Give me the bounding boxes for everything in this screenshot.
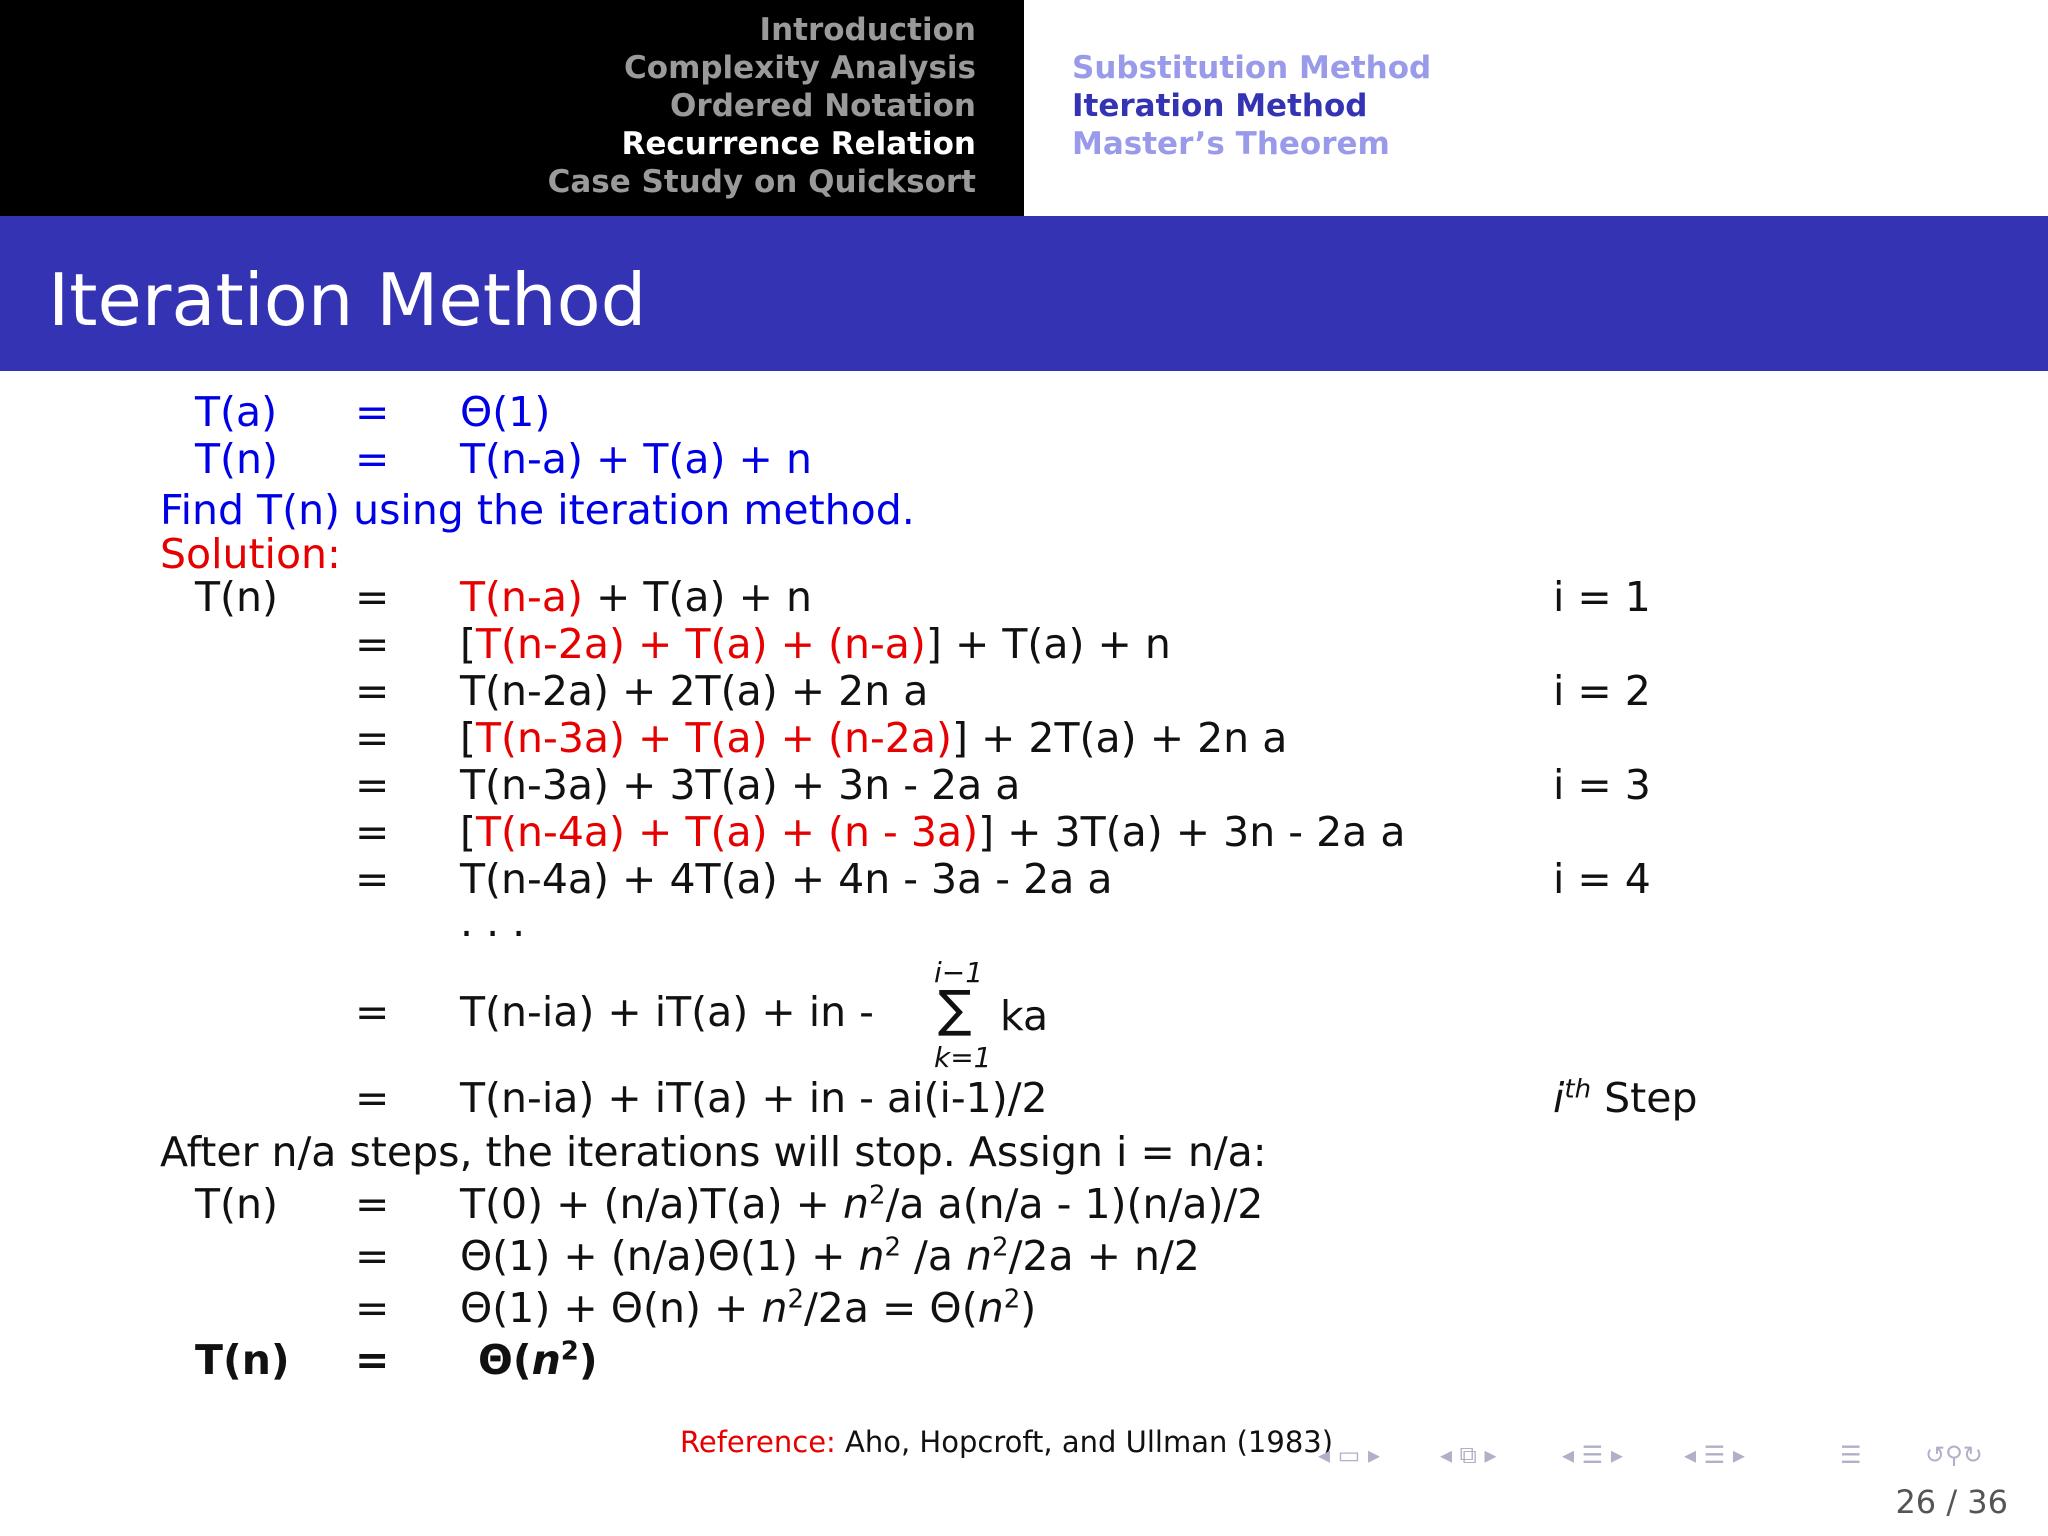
nav-frame-back-icon[interactable]: ◂ ▭ ▸ bbox=[1318, 1441, 1381, 1469]
nav-subsection-substitution[interactable]: Substitution Method bbox=[1072, 50, 1432, 86]
derivation-row-5: T(n-3a) + 3T(a) + 3n - 2a a bbox=[460, 761, 1021, 809]
frame-title-bar bbox=[0, 216, 2048, 371]
derivation-eq-7: = bbox=[355, 855, 390, 903]
nav-appendix-icon[interactable]: ☰ bbox=[1840, 1441, 1862, 1469]
nav-search-icon[interactable]: ↺⚲↻ bbox=[1925, 1441, 1983, 1469]
sum-term: ka bbox=[1000, 992, 1049, 1040]
derivation-lhs: T(n) bbox=[195, 573, 279, 621]
nav-section-recurrence-relation[interactable]: Recurrence Relation bbox=[621, 126, 976, 162]
nav-subsection-iteration[interactable]: Iteration Method bbox=[1072, 88, 1368, 124]
reference bbox=[680, 1425, 1333, 1459]
derivation-ellipsis: . . . bbox=[460, 898, 526, 946]
subsection-nav bbox=[1024, 0, 2048, 216]
sum-lower-limit: k=1 bbox=[934, 1041, 992, 1074]
conclusion-eq-1: = bbox=[355, 1180, 390, 1228]
derivation-eq-9: = bbox=[355, 1074, 390, 1122]
derivation-eq-5: = bbox=[355, 761, 390, 809]
derivation-eq-6: = bbox=[355, 808, 390, 856]
problem-eq-1: = bbox=[355, 388, 390, 436]
derivation-row-2: [T(n-2a) + T(a) + (n-a)] + T(a) + n bbox=[460, 620, 1171, 668]
nav-section-icon[interactable]: ◂ ☰ ▸ bbox=[1562, 1441, 1623, 1469]
problem-lhs-2: T(n) bbox=[195, 435, 279, 483]
nav-section-introduction[interactable]: Introduction bbox=[759, 12, 976, 48]
nav-section-complexity-analysis[interactable]: Complexity Analysis bbox=[624, 50, 976, 86]
conclusion-row-2: $\Theta(1) + (n/a)\Theta(1) + n^2$ /a $n^2/2a + n/2$ bbox=[460, 1232, 1200, 1280]
nav-section-ordered-notation[interactable]: Ordered Notation bbox=[670, 88, 976, 124]
conclusion-row-1: $T(0) + (n/a)T(a) + n^2/a$ a(n/a - 1)(n/a)/2 bbox=[460, 1180, 1264, 1228]
conclusion-row-3: $\Theta(1) + \Theta(n) + n^2/2a = \Theta(n^2)$ bbox=[460, 1284, 1037, 1332]
headline-bar bbox=[0, 0, 2048, 216]
slide-body bbox=[0, 372, 2048, 1536]
derivation-row-3: T(n-2a) + 2T(a) + 2n a bbox=[460, 667, 929, 715]
problem-find-text: Find T(n) using the iteration method. bbox=[160, 486, 915, 534]
derivation-eq-8: = bbox=[355, 988, 390, 1036]
solution-label: Solution: bbox=[160, 530, 341, 578]
conclusion-eq-2: = bbox=[355, 1232, 390, 1280]
derivation-row-1: T(n-a) + T(a) + n bbox=[460, 573, 812, 621]
problem-eq-2: = bbox=[355, 435, 390, 483]
section-nav bbox=[0, 0, 1024, 216]
derivation-row-7: T(n-4a) + 4T(a) + 4n - 3a - 2a a bbox=[460, 855, 1113, 903]
iteration-label-3: i = 3 bbox=[1553, 761, 1651, 809]
summation-symbol: ∑ bbox=[938, 980, 972, 1038]
derivation-eq-3: = bbox=[355, 667, 390, 715]
ith-step-label: $i^{th}$ Step bbox=[1553, 1074, 1698, 1122]
problem-lhs-1: T(a) bbox=[195, 388, 278, 436]
page-number: 26 / 36 bbox=[1895, 1483, 2008, 1521]
frame-title: Iteration Method bbox=[48, 258, 647, 342]
conclusion-lhs: T(n) bbox=[195, 1180, 279, 1228]
derivation-eq-1: = bbox=[355, 573, 390, 621]
final-lhs: T(n) bbox=[195, 1336, 290, 1384]
iteration-label-1: i = 1 bbox=[1553, 573, 1651, 621]
derivation-eq-4: = bbox=[355, 714, 390, 762]
problem-rhs-1: Θ(1) bbox=[460, 388, 551, 436]
nav-section-case-study-quicksort[interactable]: Case Study on Quicksort bbox=[547, 164, 976, 200]
reference-text: Aho, Hopcroft, and Ullman (1983) bbox=[845, 1425, 1334, 1459]
iteration-label-4: i = 4 bbox=[1553, 855, 1651, 903]
sum-upper-limit: i−1 bbox=[934, 956, 984, 989]
problem-rhs-2: T(n-a) + T(a) + n bbox=[460, 435, 812, 483]
derivation-row-8: T(n-ia) + iT(a) + in - bbox=[460, 988, 874, 1036]
final-eq: = bbox=[355, 1336, 390, 1384]
reference-label: Reference: bbox=[680, 1425, 836, 1459]
conclusion-text: After n/a steps, the iterations will stop. Assign i = n/a: bbox=[160, 1128, 1267, 1176]
derivation-row-6: [T(n-4a) + T(a) + (n - 3a)] + 3T(a) + 3n - 2a a bbox=[460, 808, 1406, 856]
derivation-eq-2: = bbox=[355, 620, 390, 668]
nav-subsection-masters-theorem[interactable]: Master’s Theorem bbox=[1072, 126, 1390, 162]
derivation-row-9: T(n-ia) + iT(a) + in - ai(i-1)/2 bbox=[460, 1074, 1048, 1122]
nav-subsection-icon[interactable]: ◂ ⧉ ▸ bbox=[1440, 1441, 1497, 1469]
conclusion-eq-3: = bbox=[355, 1284, 390, 1332]
iteration-label-2: i = 2 bbox=[1553, 667, 1651, 715]
derivation-row-4: [T(n-3a) + T(a) + (n-2a)] + 2T(a) + 2n a bbox=[460, 714, 1288, 762]
final-result: $\Theta(n^2)$ bbox=[478, 1336, 598, 1384]
nav-slide-icon[interactable]: ◂ ☰ ▸ bbox=[1684, 1441, 1745, 1469]
